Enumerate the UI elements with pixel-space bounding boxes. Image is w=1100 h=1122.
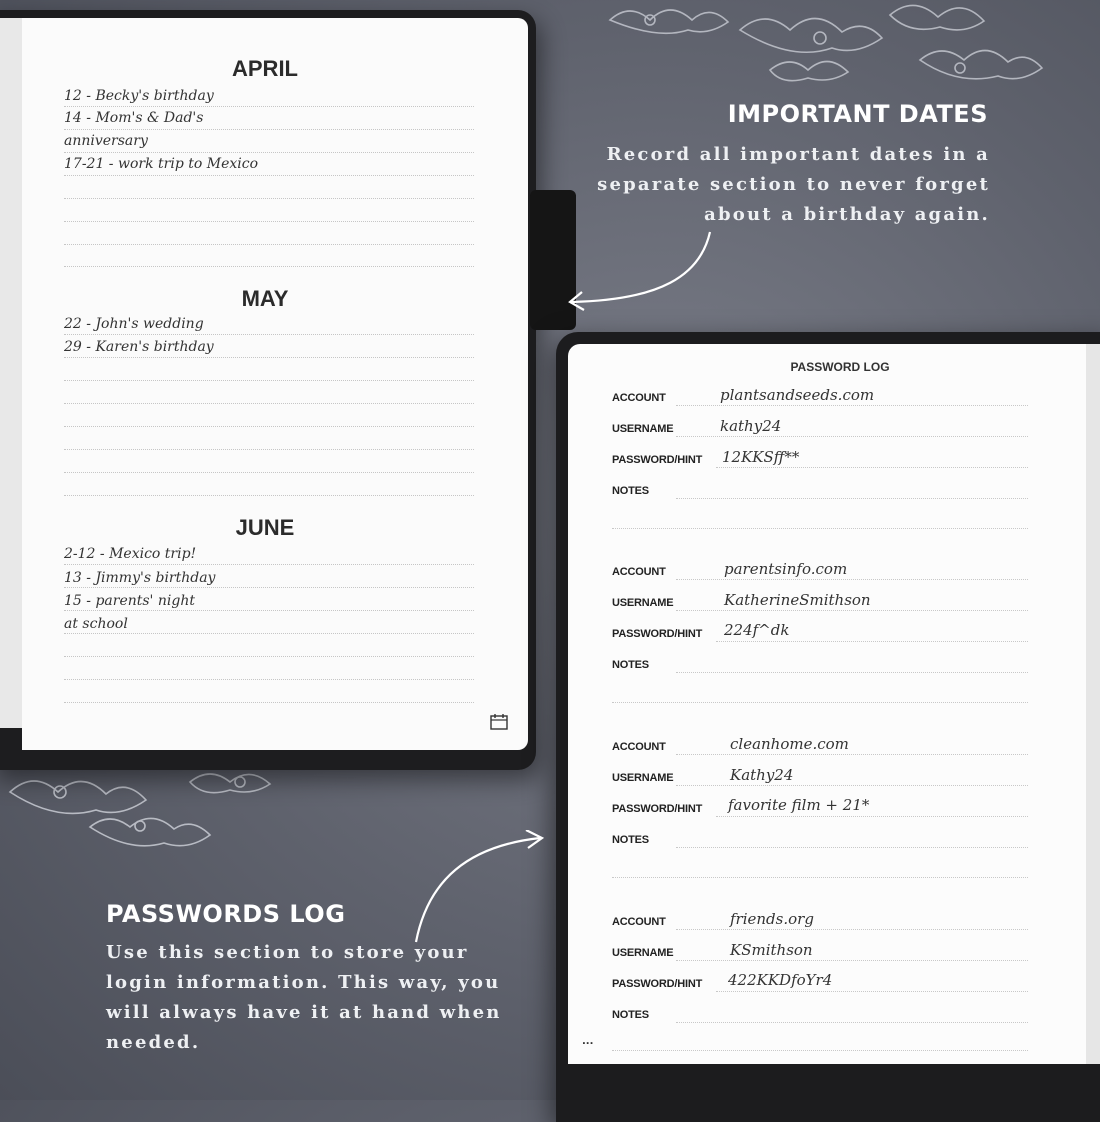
ruled-line [64,357,474,358]
username-label: USERNAME [612,947,674,959]
ruled-line [676,405,1028,406]
ruled-line [716,641,1028,642]
password-hint-label: PASSWORD/HINT [612,978,703,990]
ruled-line [64,334,474,335]
ruled-line [676,672,1028,673]
password-hint-label: PASSWORD/HINT [612,628,703,640]
notes-label: NOTES [612,485,649,497]
date-entry: 17-21 - work trip to Mexico [64,156,259,172]
month-heading-june: JUNE [235,515,295,540]
ruled-line [64,175,474,176]
ruled-line [676,1022,1028,1023]
ruled-line [716,816,1028,817]
ruled-line [676,579,1028,580]
ruled-line [716,991,1028,992]
passwords-log-line: will always have it at hand when [106,1002,502,1023]
page-edges [1086,344,1100,1064]
ruled-line [64,656,474,657]
passwords-log-line: login information. This way, you [106,972,501,993]
username-value: KSmithson [730,941,813,959]
date-entry: 14 - Mom's & Dad's [64,110,204,126]
important-dates-title: IMPORTANT DATES [727,100,988,128]
username-label: USERNAME [612,423,674,435]
username-value: KatherineSmithson [724,591,871,609]
notes-label: NOTES [612,834,649,846]
account-label: ACCOUNT [612,741,666,753]
date-entry: 13 - Jimmy's birthday [64,570,216,586]
arrow-to-dates-page-icon [560,226,720,326]
ruled-line [676,754,1028,755]
cloud-pattern-top [590,0,1100,110]
ruled-line [64,198,474,199]
ruled-line [676,436,1028,437]
date-entry: 15 - parents' night [64,593,195,609]
ruled-line [716,467,1028,468]
ruled-line [64,244,474,245]
ruled-line [64,129,474,130]
ruled-line [64,403,474,404]
username-value: kathy24 [720,417,782,435]
ruled-line [64,564,474,565]
important-dates-line: about a birthday again. [704,204,990,225]
password-hint-value: favorite film + 21* [728,796,870,814]
ruled-line [64,587,474,588]
ruled-line [64,221,474,222]
ruled-line [64,495,474,496]
account-value: cleanhome.com [730,735,849,753]
ruled-line [676,929,1028,930]
date-entry: 2-12 - Mexico trip! [64,546,197,562]
important-dates-line: Record all important dates in a [606,144,990,165]
ruled-line [64,610,474,611]
important-dates-line: separate section to never forget [597,174,990,195]
password-hint-label: PASSWORD/HINT [612,454,703,466]
ruled-line [64,633,474,634]
account-label: ACCOUNT [612,392,666,404]
page-ellipsis: ... [582,1036,594,1047]
month-heading-may: MAY [241,286,289,311]
calendar-icon [490,714,508,730]
ruled-line [64,152,474,153]
ruled-line [612,528,1028,529]
ruled-line [612,877,1028,878]
passwords-log-title: PASSWORDS LOG [106,900,346,928]
passwords-log-line: needed. [106,1032,201,1053]
ruled-line [64,679,474,680]
notes-label: NOTES [612,1009,649,1021]
ruled-line [64,266,474,267]
passwords-log-line: Use this section to store your [106,942,469,963]
password-hint-value: 224f^dk [724,621,790,639]
date-entry: anniversary [64,133,148,149]
account-value: friends.org [730,910,814,928]
password-hint-value: 422KKDfoYr4 [728,971,833,989]
date-entry: at school [64,616,128,632]
username-label: USERNAME [612,597,674,609]
account-label: ACCOUNT [612,566,666,578]
username-label: USERNAME [612,772,674,784]
date-entry: 22 - John's wedding [64,316,204,332]
ruled-line [64,380,474,381]
ruled-line [676,960,1028,961]
ruled-line [64,702,474,703]
ruled-line [64,449,474,450]
important-dates-description [597,140,990,230]
date-entry: 29 - Karen's birthday [64,339,214,355]
arrow-to-password-page-icon [408,830,548,950]
notes-label: NOTES [612,659,649,671]
ruled-line [64,426,474,427]
date-entry: 12 - Becky's birthday [64,88,214,104]
password-log-heading: PASSWORD LOG [790,360,890,374]
account-value: plantsandseeds.com [720,386,875,404]
important-dates-page [22,18,528,750]
ruled-line [64,472,474,473]
ruled-line [612,1050,1028,1051]
account-value: parentsinfo.com [724,560,848,578]
month-heading-april: APRIL [232,56,298,81]
ruled-line [676,785,1028,786]
ruled-line [64,106,474,107]
ruled-line [676,610,1028,611]
password-hint-value: 12KKSff** [722,448,800,466]
page-edges [0,18,22,728]
ruled-line [612,702,1028,703]
account-label: ACCOUNT [612,916,666,928]
ruled-line [676,847,1028,848]
password-hint-label: PASSWORD/HINT [612,803,703,815]
passwords-log-description [106,938,502,1058]
username-value: Kathy24 [730,766,794,784]
ruled-line [676,498,1028,499]
